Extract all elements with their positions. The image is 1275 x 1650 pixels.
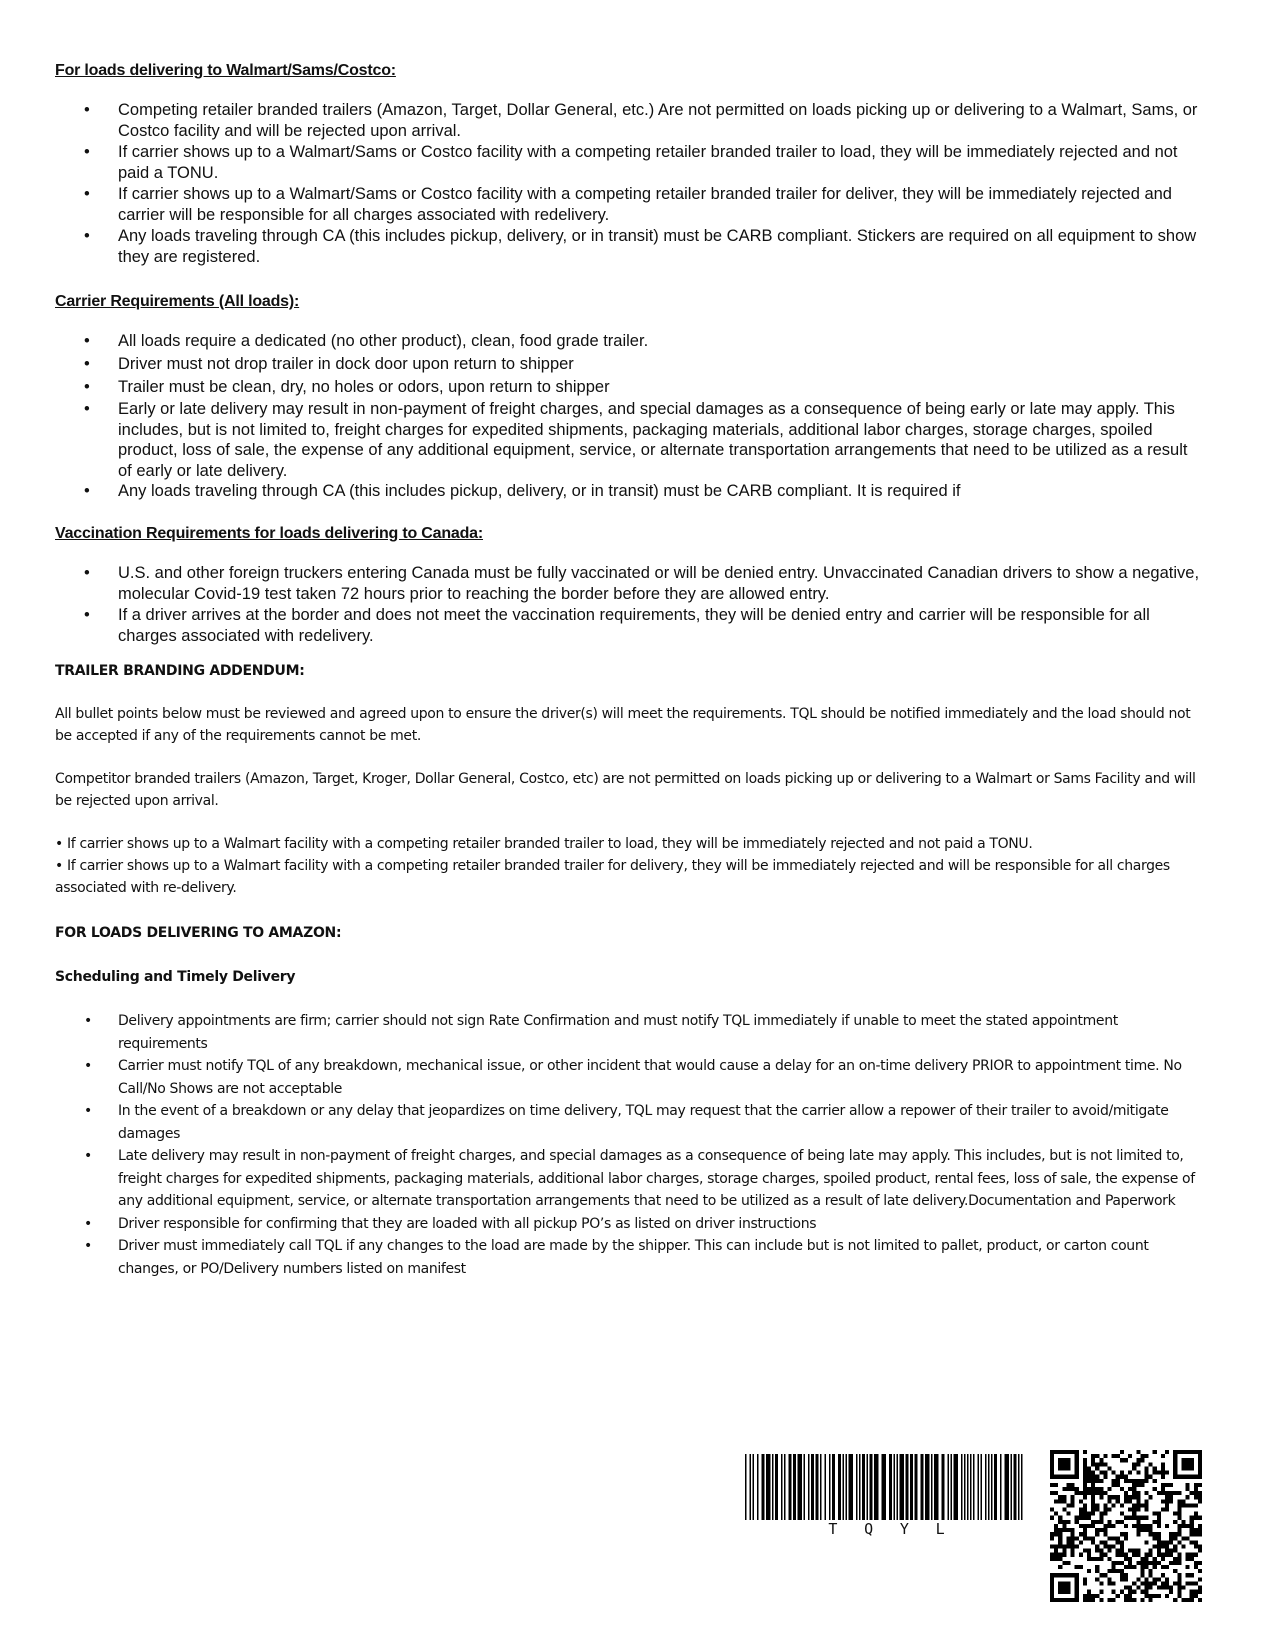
- amazon-subheading: Scheduling and Timely Delivery: [55, 969, 296, 985]
- qr-code-image: [1050, 1450, 1202, 1602]
- list-item: • Delivery appointments are firm; carrier should not sign Rate Confirmation and must notify TQL immediately if unable to meet the stated appointment requirements: [55, 1010, 1205, 1055]
- amazon-list: [55, 1010, 1205, 1280]
- addendum-line-1: • If carrier shows up to a Walmart facility with a competing retailer branded trailer to load, they will be immediately rejected and not paid a TONU.: [55, 836, 1033, 852]
- list-item: • If a driver arrives at the border and does not meet the vaccination requirements, they will be denied entry and carrier will be responsible for all charges associated with redelivery.: [55, 605, 1205, 647]
- addendum-intro: All bullet points below must be reviewed and agreed upon to ensure the driver(s) will meet the requirements. TQL should be notified immediately and the load should not be accepted if any of the requirements cannot be met.: [55, 706, 1191, 744]
- list-item: • If carrier shows up to a Walmart/Sams or Costco facility with a competing retailer branded trailer to load, they will be immediately rejected and not paid a TONU.: [55, 142, 1205, 184]
- canada-section: [55, 524, 1205, 647]
- addendum-line-2: • If carrier shows up to a Walmart facility with a competing retailer branded trailer for delivery, they will be immediately rejected and will be responsible for all charges associated with re-delivery.: [55, 858, 1170, 896]
- list-item: • U.S. and other foreign truckers entering Canada must be fully vaccinated or will be denied entry. Unvaccinated Canadian drivers to show a negative, molecular Covid-19 test taken 72 hours prior to reaching the border before they are allowed entry.: [55, 563, 1205, 605]
- list-item: • Trailer must be clean, dry, no holes or odors, upon return to shipper: [55, 376, 1205, 399]
- list-item: • Carrier must notify TQL of any breakdown, mechanical issue, or other incident that would cause a delay for an on-time delivery PRIOR to appointment time. No Call/No Shows are not acceptable: [55, 1055, 1205, 1100]
- barcode-caption: [745, 1520, 1028, 1538]
- list-item: • If carrier shows up to a Walmart/Sams or Costco facility with a competing retailer branded trailer for deliver, they will be immediately rejected and carrier will be responsible for all charges associated with redelivery.: [55, 184, 1205, 226]
- carrier-section: [55, 292, 1205, 502]
- walmart-heading: For loads delivering to Walmart/Sams/Costco:: [55, 62, 396, 79]
- carrier-list: [55, 330, 1205, 502]
- list-item: • Driver must not drop trailer in dock door upon return to shipper: [55, 353, 1205, 376]
- list-item: • Driver responsible for confirming that they are loaded with all pickup PO’s as listed on driver instructions: [55, 1213, 1205, 1236]
- list-item: • Late delivery may result in non-payment of freight charges, and special damages as a consequence of being late may apply. This includes, but is not limited to, freight charges for expedited shipments, packaging materials, additional labor charges, storage charges, spoiled product, rental fees, loss of sale, the expense of any additional equipment, service, or alternate transportation arrangements that need to be utilized as a result of late delivery.Documentation and Paperwork: [55, 1145, 1205, 1213]
- list-item: • All loads require a dedicated (no other product), clean, food grade trailer.: [55, 330, 1205, 353]
- amazon-section: [55, 922, 1205, 1280]
- list-item: • Driver must immediately call TQL if any changes to the load are made by the shipper. This can include but is not limited to pallet, product, or carton count changes, or PO/Delivery numbers listed on manifest: [55, 1235, 1205, 1280]
- walmart-list: [55, 100, 1205, 268]
- amazon-heading: FOR LOADS DELIVERING TO AMAZON:: [55, 925, 342, 941]
- list-item: • Early or late delivery may result in non-payment of freight charges, and special damages as a consequence of being early or late may apply. This includes, but is not limited to, freight charges for expedited shipments, packaging materials, additional labor charges, storage charges, spoiled product, loss of sale, the expense of any additional equipment, service, or alternate transportation arrangements that need to be utilized as a result of early or late delivery.: [55, 399, 1205, 481]
- barcode-image: [745, 1454, 1028, 1520]
- barcode-char: L: [935, 1520, 945, 1538]
- walmart-section: [55, 61, 1205, 268]
- canada-list: [55, 563, 1205, 647]
- barcode-char: Y: [899, 1520, 909, 1538]
- barcode-char: T: [828, 1520, 838, 1538]
- list-item: • Competing retailer branded trailers (Amazon, Target, Dollar General, etc.) Are not permitted on loads picking up or delivering to a Walmart, Sams, or Costco facility and will be rejected upon arrival.: [55, 100, 1205, 142]
- addendum-heading: TRAILER BRANDING ADDENDUM:: [55, 663, 305, 679]
- carrier-heading: Carrier Requirements (All loads):: [55, 293, 300, 310]
- addendum-competitor: Competitor branded trailers (Amazon, Target, Kroger, Dollar General, Costco, etc) are not permitted on loads picking up or delivering to a Walmart or Sams Facility and will be rejected upon arrival.: [55, 771, 1196, 809]
- list-item: • Any loads traveling through CA (this includes pickup, delivery, or in transit) must be CARB compliant. It is required if: [55, 481, 1205, 502]
- list-item: • Any loads traveling through CA (this includes pickup, delivery, or in transit) must be CARB compliant. Stickers are required on all equipment to show they are registered.: [55, 226, 1205, 268]
- barcode-char: Q: [864, 1520, 874, 1538]
- list-item: • In the event of a breakdown or any delay that jeopardizes on time delivery, TQL may request that the carrier allow a repower of their trailer to avoid/mitigate damages: [55, 1100, 1205, 1145]
- canada-heading: Vaccination Requirements for loads delivering to Canada:: [55, 525, 484, 542]
- addendum-section: [55, 660, 1205, 899]
